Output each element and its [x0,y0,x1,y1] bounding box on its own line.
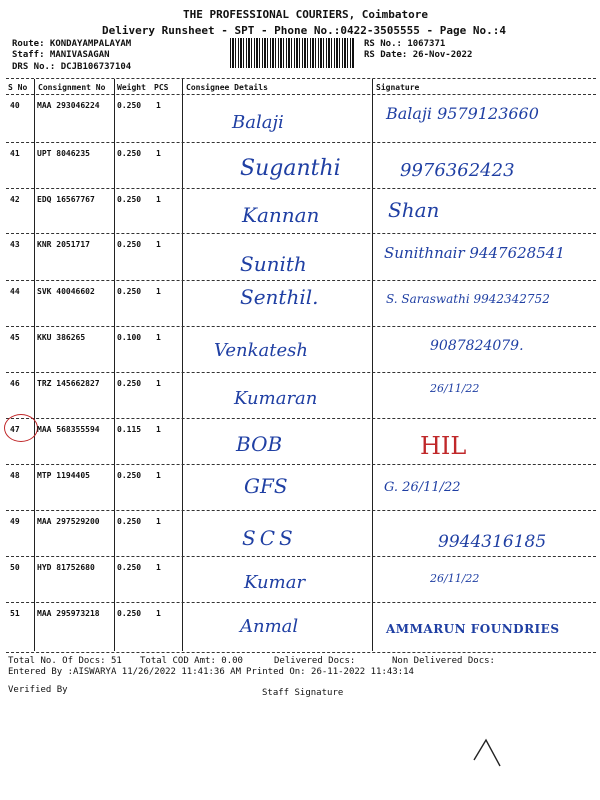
consignee-handwriting: SCS [242,526,297,550]
row-rule [6,418,596,419]
staff: Staff: MANIVASAGAN [12,50,110,60]
row-weight: 0.250 [117,195,142,204]
col-consignment: Consignment No [38,83,106,92]
row-sno: 51 [10,609,20,618]
verified-by: Verified By [8,685,68,695]
col-weight: Weight [117,83,146,92]
company-title: THE PROFESSIONAL COURIERS, Coimbatore [183,8,429,21]
row-sno: 49 [10,517,20,526]
row-sno: 44 [10,287,20,296]
row-weight: 0.250 [117,471,142,480]
row-weight: 0.250 [117,240,142,249]
row-weight: 0.250 [117,609,142,618]
signature-handwriting: G. 26/11/22 [384,480,461,495]
row-pcs: 1 [156,517,161,526]
signature-handwriting: 9944316185 [438,532,547,552]
row-sno: 47 [10,425,20,434]
staff-signature-label: Staff Signature [262,688,344,698]
row-sno: 48 [10,471,20,480]
row-consignment: HYD 81752680 [37,563,95,572]
route: Route: KONDAYAMPALAYAM [12,39,132,49]
table-bottom-rule [6,652,596,653]
row-sno: 50 [10,563,20,572]
consignee-handwriting: Senthil. [240,285,319,309]
col-divider [372,79,373,651]
signature-handwriting: Sunithnair 9447628541 [384,244,565,262]
row-pcs: 1 [156,195,161,204]
total-cod: Total COD Amt: 0.00 [140,656,243,666]
row-weight: 0.250 [117,379,142,388]
row-rule [6,233,596,234]
row-rule [6,142,596,143]
row-weight: 0.250 [117,149,142,158]
signature-handwriting: 26/11/22 [430,572,480,585]
signature-handwriting: Balaji 9579123660 [386,104,539,123]
col-sno: S No [8,83,28,92]
row-rule [6,372,596,373]
row-sno: 42 [10,195,20,204]
company-stamp: AMMARUN FOUNDRIES [386,622,560,636]
col-consignee: Consignee Details [186,83,268,92]
row-consignment: MAA 293046224 [37,101,100,110]
row-pcs: 1 [156,471,161,480]
col-pcs: PCS [154,83,169,92]
row-rule [6,464,596,465]
signature-handwriting: 26/11/22 [430,382,480,395]
barcode [230,38,354,68]
consignee-handwriting: Balaji [232,112,284,133]
row-pcs: 1 [156,379,161,388]
row-consignment: KKU 386265 [37,333,86,342]
row-pcs: 1 [156,240,161,249]
row-rule [6,280,596,281]
consignee-handwriting: Anmal [240,616,299,637]
row-weight: 0.250 [117,287,142,296]
row-consignment: EDQ 16567767 [37,195,95,204]
signature-handwriting: Shan [388,198,440,222]
signature-handwriting: 9087824079. [430,338,524,354]
consignee-handwriting: Sunith [240,252,307,276]
row-consignment: UPT 8046235 [37,149,90,158]
consignee-handwriting: GFS [244,474,288,498]
row-pcs: 1 [156,149,161,158]
row-sno: 41 [10,149,20,158]
col-signature: Signature [376,83,420,92]
pen-tick-mark [470,722,520,772]
col-divider [114,79,115,651]
consignee-handwriting: Venkatesh [214,340,308,361]
signature-handwriting: S. Saraswathi 9942342752 [386,292,550,306]
consignee-handwriting: Kumaran [234,388,318,409]
row-pcs: 1 [156,563,161,572]
row-consignment: MAA 568355594 [37,425,100,434]
row-pcs: 1 [156,287,161,296]
row-rule [6,188,596,189]
runsheet-subtitle: Delivery Runsheet - SPT - Phone No.:0422-3505555 - Page No.:4 [102,24,506,37]
row-weight: 0.100 [117,333,142,342]
consignee-handwriting: Kannan [242,203,320,227]
row-consignment: SVK 40046602 [37,287,95,296]
consignee-handwriting: Suganthi [240,156,341,181]
row-consignment: KNR 2051717 [37,240,90,249]
consignee-handwriting: Kumar [244,572,306,593]
rs-number: RS No.: 1067371 [364,39,446,49]
row-weight: 0.250 [117,517,142,526]
row-weight: 0.250 [117,101,142,110]
row-consignment: MAA 295973218 [37,609,100,618]
delivered-docs: Delivered Docs: [274,656,356,666]
row-consignment: TRZ 145662827 [37,379,100,388]
row-consignment: MTP 1194405 [37,471,90,480]
header-top-rule [6,78,596,79]
row-pcs: 1 [156,101,161,110]
col-divider [34,79,35,651]
header-bottom-rule [6,94,596,95]
row-pcs: 1 [156,425,161,434]
row-sno: 46 [10,379,20,388]
row-pcs: 1 [156,333,161,342]
entered-by: Entered By :AISWARYA 11/26/2022 11:41:36 AM [8,667,241,677]
non-delivered-docs: Non Delivered Docs: [392,656,495,666]
printed-on: Printed On: 26-11-2022 11:43:14 [246,667,414,677]
row-sno: 43 [10,240,20,249]
signature-handwriting: 9976362423 [400,160,515,181]
total-docs: Total No. Of Docs: 51 [8,656,122,666]
row-sno: 45 [10,333,20,342]
row-pcs: 1 [156,609,161,618]
row-rule [6,326,596,327]
rs-date: RS Date: 26-Nov-2022 [364,50,473,60]
row-rule [6,602,596,603]
col-divider [182,79,183,651]
row-weight: 0.250 [117,563,142,572]
row-weight: 0.115 [117,425,142,434]
signature-handwriting: HIL [420,432,467,460]
consignee-handwriting: BOB [236,432,283,456]
row-consignment: MAA 297529200 [37,517,100,526]
row-rule [6,556,596,557]
row-rule [6,510,596,511]
row-sno: 40 [10,101,20,110]
drs-number: DRS No.: DCJB106737104 [12,62,132,72]
